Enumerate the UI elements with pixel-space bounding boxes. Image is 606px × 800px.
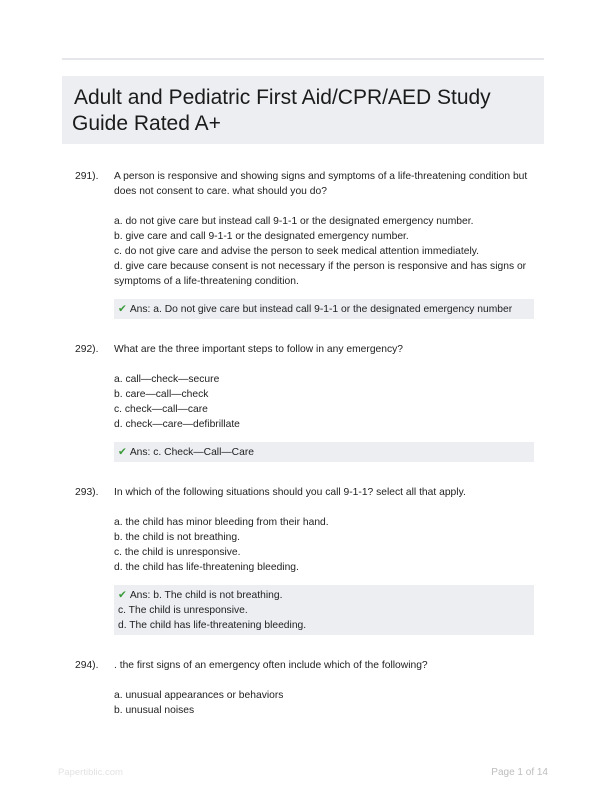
- option-a: a. the child has minor bleeding from their hand.: [114, 517, 329, 528]
- question-stem: . the first signs of an emergency often include which of the following?: [114, 660, 428, 671]
- check-icon: ✔: [118, 589, 127, 601]
- question-294: [62, 658, 544, 718]
- title-line-1: Adult and Pediatric First Aid/CPR/AED Study: [74, 86, 491, 109]
- check-icon: ✔: [118, 446, 127, 458]
- title-line-2: Guide Rated A+: [72, 112, 221, 135]
- answer-text: Ans: c. Check—Call—Care: [129, 447, 254, 458]
- option-d: d. give care because consent is not necessary if the person is responsive and has signs or symptoms of a life-threatening condition.: [114, 261, 527, 287]
- question-number: 292).: [75, 344, 99, 355]
- question-stem: In which of the following situations should you call 9-1-1? select all that apply.: [114, 487, 466, 498]
- page-title: [72, 85, 534, 137]
- question-number: 291).: [75, 171, 99, 182]
- option-a: a. do not give care but instead call 9-1-1 or the designated emergency number.: [114, 216, 474, 227]
- option-c: c. check—call—care: [114, 404, 208, 415]
- title-banner: [62, 76, 544, 144]
- question-292: [62, 342, 544, 462]
- question-number: 293).: [75, 487, 99, 498]
- option-list: [114, 515, 534, 575]
- answer-box: [114, 442, 534, 462]
- option-a: a. call—check—secure: [114, 374, 220, 385]
- question-293: [62, 485, 544, 635]
- question-291: [62, 169, 544, 319]
- footer-brand: Papertiblic.com: [58, 767, 123, 778]
- answer-box: [114, 585, 534, 635]
- top-divider: [62, 58, 544, 60]
- question-stem: What are the three important steps to follow in any emergency?: [114, 344, 404, 355]
- option-c: c. the child is unresponsive.: [114, 547, 241, 558]
- question-number: 294).: [75, 660, 99, 671]
- answer-box: [114, 299, 534, 319]
- answer-text: Ans: b. The child is not breathing.: [129, 590, 283, 601]
- option-b: b. the child is not breathing.: [114, 532, 240, 543]
- answer-line-2: c. The child is unresponsive.: [118, 605, 248, 616]
- option-c: c. do not give care and advise the person to seek medical attention immediately.: [114, 246, 479, 257]
- option-list: [114, 688, 534, 718]
- answer-text: Ans: a. Do not give care but instead call 9-1-1 or the designated emergency number: [129, 304, 513, 315]
- question-stem: A person is responsive and showing signs and symptoms of a life-threatening condition but does not consent to care. what should you do?: [114, 171, 528, 197]
- option-b: b. unusual noises: [114, 705, 195, 716]
- option-a: a. unusual appearances or behaviors: [114, 690, 284, 701]
- option-list: [114, 214, 534, 289]
- option-d: d. check—care—defibrillate: [114, 419, 240, 430]
- option-list: [114, 372, 534, 432]
- check-icon: ✔: [118, 303, 127, 315]
- option-b: b. care—call—check: [114, 389, 209, 400]
- option-d: d. the child has life-threatening bleeding.: [114, 562, 299, 573]
- option-b: b. give care and call 9-1-1 or the designated emergency number.: [114, 231, 409, 242]
- answer-line-3: d. The child has life-threatening bleeding.: [118, 620, 307, 631]
- page-number: Page 1 of 14: [491, 767, 548, 778]
